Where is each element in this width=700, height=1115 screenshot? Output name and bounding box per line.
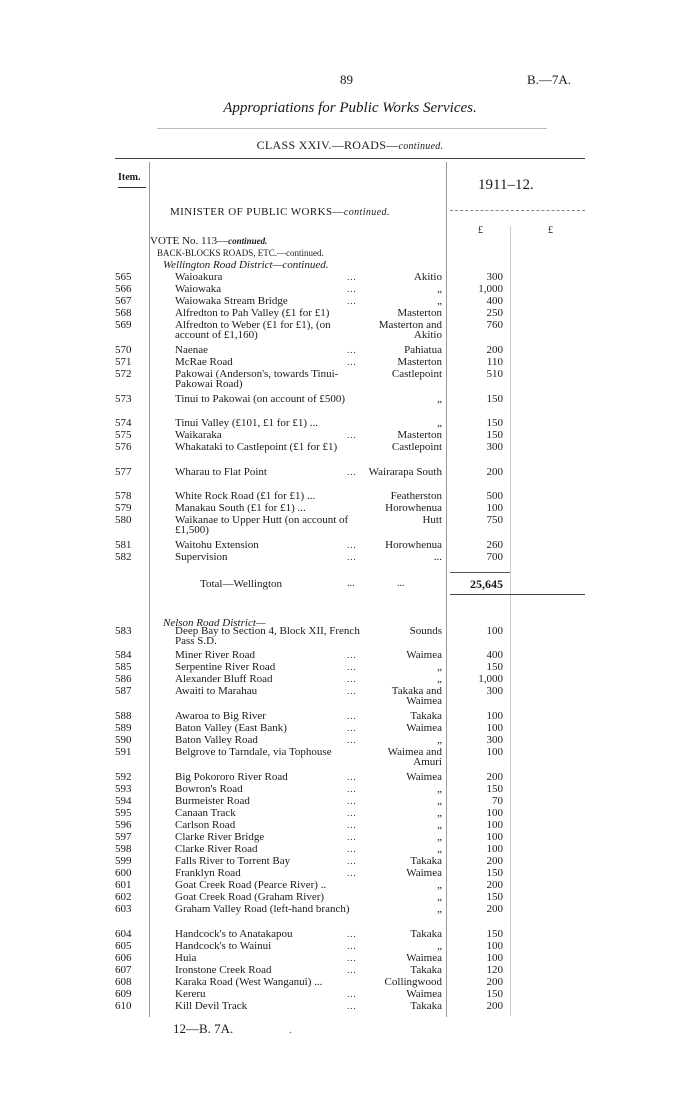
amount: 700: [486, 551, 503, 563]
district: ...: [433, 551, 442, 563]
leader-dots: ...: [347, 808, 357, 818]
amount: 100: [486, 843, 503, 855]
district: Wairarapa South: [368, 466, 442, 478]
item-number: 606: [115, 952, 132, 964]
leader-dots: ...: [347, 772, 357, 782]
amount-column-line: [446, 162, 447, 1017]
item-description: Clarke River Road: [175, 843, 258, 855]
amount: 200: [486, 466, 503, 478]
amount: 150: [486, 988, 503, 1000]
district: Waimea: [406, 722, 442, 734]
item-description: Tinui Valley (£101, £1 for £1) ...: [175, 417, 318, 429]
item-number: 592: [115, 771, 132, 783]
item-description: Waiowaka Stream Bridge: [175, 295, 288, 307]
item-number: 581: [115, 539, 132, 551]
district: Featherston: [390, 490, 442, 502]
item-description: White Rock Road (£1 for £1) ...: [175, 490, 316, 502]
document-reference: B.—7A.: [527, 72, 572, 87]
vote-heading: VOTE No. 113—continued.: [150, 235, 268, 247]
amount: 1,000: [478, 283, 503, 295]
district: Waimea: [406, 771, 442, 783]
amount: 300: [486, 685, 503, 697]
item-number: 586: [115, 673, 132, 685]
item-description: Ironstone Creek Road: [175, 964, 272, 976]
district: Takaka: [410, 1000, 442, 1012]
amount: 500: [486, 490, 503, 502]
district: Takaka: [410, 855, 442, 867]
district: „: [437, 673, 442, 685]
amount: 70: [492, 795, 503, 807]
district: „: [437, 831, 442, 843]
leader-dots: ...: [347, 711, 357, 721]
item-description: Alexander Bluff Road: [175, 673, 273, 685]
wellington-district-heading: Wellington Road District—continued.: [163, 259, 329, 271]
sub-column-line: [510, 226, 511, 1016]
district: „: [437, 283, 442, 295]
amount: 150: [486, 928, 503, 940]
item-description: Waikaraka: [175, 429, 222, 441]
item-number: 582: [115, 551, 132, 563]
district: Takaka and Waimea: [391, 685, 442, 708]
district: Masterton: [397, 356, 442, 368]
item-number: 589: [115, 722, 132, 734]
backblocks-heading: BACK-BLOCKS ROADS, ETC.—continued.: [157, 248, 324, 258]
item-description: McRae Road: [175, 356, 233, 368]
leader-dots: ...: [347, 796, 357, 806]
leader-dots: ...: [347, 345, 357, 355]
item-number: 583: [115, 625, 132, 637]
item-description: Waikanae to Upper Hutt (on account of £1,500): [175, 514, 349, 537]
leader-dots: ...: [347, 272, 357, 282]
item-number: 604: [115, 928, 132, 940]
item-number: 580: [115, 514, 132, 526]
item-number: 584: [115, 649, 132, 661]
leader-dots: ...: [347, 929, 357, 939]
leader-dots: ...: [347, 357, 357, 367]
amount: 100: [486, 807, 503, 819]
item-description: Carlson Road: [175, 819, 236, 831]
item-number: 603: [115, 903, 132, 915]
amount: 110: [486, 356, 503, 368]
item-description: Karaka Road (West Wanganui) ...: [175, 976, 323, 988]
item-number: 574: [115, 417, 132, 429]
amount: 200: [486, 1000, 503, 1012]
leader-dots: ...: [347, 1001, 357, 1011]
amount: 260: [486, 539, 503, 551]
item-number: 579: [115, 502, 132, 514]
leader-dots: ...: [347, 989, 357, 999]
item-number: 602: [115, 891, 132, 903]
item-description: Awaiti to Marahau: [175, 685, 258, 697]
item-description: Goat Creek Road (Graham River): [175, 891, 325, 903]
item-description: Clarke River Bridge: [175, 831, 265, 843]
amount: 1,000: [478, 673, 503, 685]
item-number: 610: [115, 1000, 132, 1012]
amount: 100: [486, 502, 503, 514]
leader-dots: ...: [347, 430, 357, 440]
item-number: 590: [115, 734, 132, 746]
item-description: Waiowaka: [175, 283, 222, 295]
item-number: 572: [115, 368, 132, 380]
leader-dots: ...: [347, 723, 357, 733]
district: Horowhenua: [385, 539, 442, 551]
district: Waimea: [406, 649, 442, 661]
item-description: Deep Bay to Section 4, Block XII, French Pass S.D.: [175, 625, 360, 648]
district: Waimea: [406, 988, 442, 1000]
page-number: 89: [340, 72, 353, 87]
pound-header-1: £: [478, 225, 483, 236]
item-description: Big Pokororo River Road: [175, 771, 288, 783]
amount: 100: [486, 940, 503, 952]
total-bottom-rule: [450, 594, 585, 595]
amount: 200: [486, 879, 503, 891]
item-description: Waioakura: [175, 271, 223, 283]
item-number: 587: [115, 685, 132, 697]
item-number: 598: [115, 843, 132, 855]
district: „: [437, 393, 442, 405]
item-number: 567: [115, 295, 132, 307]
item-number: 601: [115, 879, 132, 891]
leader-dots: ...: [347, 844, 357, 854]
ink-mark: .: [289, 1022, 292, 1036]
leader-dots: ...: [347, 832, 357, 842]
item-number: 565: [115, 271, 132, 283]
total-label: Total—Wellington: [200, 578, 283, 590]
district: „: [437, 940, 442, 952]
item-description: Pakowai (Anderson's, towards Tinui-Pakowai Road): [175, 368, 339, 391]
item-number: 576: [115, 441, 132, 453]
item-description: Whakataki to Castlepoint (£1 for £1): [175, 441, 338, 453]
amount: 200: [486, 976, 503, 988]
item-description: Waitohu Extension: [175, 539, 259, 551]
district: Castlepoint: [391, 441, 442, 453]
item-description: Handcock's to Wainui: [175, 940, 272, 952]
item-number: 605: [115, 940, 132, 952]
title-rule: [157, 128, 547, 129]
district: Waimea: [406, 867, 442, 879]
amount: 100: [486, 710, 503, 722]
item-number: 578: [115, 490, 132, 502]
item-column-line: [149, 162, 150, 1017]
district: „: [437, 879, 442, 891]
item-header-rule: [118, 187, 146, 188]
item-number: 569: [115, 319, 132, 331]
amount: 100: [486, 722, 503, 734]
district: „: [437, 807, 442, 819]
amount: 200: [486, 855, 503, 867]
amount: 120: [486, 964, 503, 976]
item-number: 566: [115, 283, 132, 295]
item-description: Tinui to Pakowai (on account of £500): [175, 393, 346, 405]
item-number: 597: [115, 831, 132, 843]
item-number: 568: [115, 307, 132, 319]
amount: 150: [486, 393, 503, 405]
item-number: 608: [115, 976, 132, 988]
amount: 200: [486, 344, 503, 356]
item-description: Goat Creek Road (Pearce River) ..: [175, 879, 327, 891]
district: Masterton: [397, 307, 442, 319]
item-description: Canaan Track: [175, 807, 236, 819]
district: Collingwood: [384, 976, 442, 988]
minister-heading: MINISTER OF PUBLIC WORKS—continued.: [170, 206, 390, 218]
amount: 150: [486, 891, 503, 903]
amount: 150: [486, 429, 503, 441]
item-number: 591: [115, 746, 132, 758]
item-description: Burmeister Road: [175, 795, 250, 807]
district: Waimea: [406, 952, 442, 964]
leader-dots: ...: [347, 284, 357, 294]
district: „: [437, 417, 442, 429]
item-description: Alfredton to Pah Valley (£1 for £1): [175, 307, 330, 319]
item-number: 577: [115, 466, 132, 478]
item-description: Miner River Road: [175, 649, 256, 661]
item-number: 571: [115, 356, 132, 368]
amount: 150: [486, 417, 503, 429]
item-number: 600: [115, 867, 132, 879]
item-number: 588: [115, 710, 132, 722]
district: Horowhenua: [385, 502, 442, 514]
pound-header-2: £: [548, 225, 553, 236]
item-number: 595: [115, 807, 132, 819]
district: Akitio: [413, 271, 442, 283]
item-description: Alfredton to Weber (£1 for £1), (on account of £1,160): [175, 319, 331, 342]
leader-dots: ...: [347, 965, 357, 975]
leader-dots: ...: [347, 735, 357, 745]
leader-dots: ...: [347, 296, 357, 306]
district: Takaka: [410, 710, 442, 722]
leader-dots: ...: [347, 686, 357, 696]
district: Hutt: [422, 514, 442, 526]
amount: 300: [486, 441, 503, 453]
item-description: Wharau to Flat Point: [175, 466, 267, 478]
district: Castlepoint: [391, 368, 442, 380]
item-number: 594: [115, 795, 132, 807]
amount: 200: [486, 771, 503, 783]
item-description: Handcock's to Anatakapou: [175, 928, 293, 940]
item-description: Kill Devil Track: [175, 1000, 248, 1012]
leader-dots: ...: [347, 868, 357, 878]
leader-dots: ...: [347, 540, 357, 550]
district: Masterton and Akitio: [378, 319, 442, 342]
item-number: 585: [115, 661, 132, 673]
amount: 100: [486, 952, 503, 964]
leader-dots: ...: [347, 856, 357, 866]
leader-dots: ...: [347, 820, 357, 830]
item-description: Baton Valley Road: [175, 734, 258, 746]
amount: 100: [486, 831, 503, 843]
amount: 400: [486, 649, 503, 661]
nelson-district-heading: Nelson Road District—: [163, 617, 266, 629]
item-description: Naenae: [175, 344, 208, 356]
year-header: 1911–12.: [478, 177, 534, 193]
item-number: 575: [115, 429, 132, 441]
item-column-header: Item.: [118, 172, 141, 183]
item-description: Huia: [175, 952, 197, 964]
district: „: [437, 795, 442, 807]
class-heading: CLASS XXIV.—ROADS—continued.: [256, 138, 444, 152]
amount: 510: [486, 368, 503, 380]
item-number: 573: [115, 393, 132, 405]
leader-dots: ...: [347, 953, 357, 963]
page-footer: 12—B. 7A.: [173, 1021, 234, 1036]
item-description: Baton Valley (East Bank): [175, 722, 287, 734]
page-title: Appropriations for Public Works Services.: [223, 100, 477, 116]
amount: 100: [486, 746, 503, 758]
amount: 100: [486, 819, 503, 831]
amount: 300: [486, 271, 503, 283]
district: Masterton: [397, 429, 442, 441]
amount: 750: [486, 514, 503, 526]
item-number: 593: [115, 783, 132, 795]
amount: 300: [486, 734, 503, 746]
amount: 150: [486, 661, 503, 673]
district: Takaka: [410, 964, 442, 976]
item-description: Belgrove to Tarndale, via Tophouse: [175, 746, 332, 758]
amount: 400: [486, 295, 503, 307]
item-number: 607: [115, 964, 132, 976]
district: Sounds: [409, 625, 442, 637]
item-description: Graham Valley Road (left-hand branch): [175, 903, 350, 915]
district: Pahiatua: [404, 344, 442, 356]
item-number: 596: [115, 819, 132, 831]
item-description: Falls River to Torrent Bay: [175, 855, 291, 867]
item-number: 570: [115, 344, 132, 356]
item-description: Serpentine River Road: [175, 661, 276, 673]
amount: 150: [486, 867, 503, 879]
leader-dots: ...: [347, 662, 357, 672]
district: „: [437, 295, 442, 307]
total-amount: 25,645: [470, 577, 503, 591]
item-description: Awaroa to Big River: [175, 710, 266, 722]
district: „: [437, 734, 442, 746]
amount: 760: [486, 319, 503, 331]
district: „: [437, 843, 442, 855]
district: „: [437, 891, 442, 903]
total-leader-1: ...: [347, 578, 355, 589]
item-description: Supervision: [175, 551, 228, 563]
amount: 200: [486, 903, 503, 915]
amount: 150: [486, 783, 503, 795]
district: „: [437, 819, 442, 831]
amount: 250: [486, 307, 503, 319]
leader-dots: ...: [347, 674, 357, 684]
total-top-rule: [450, 572, 510, 573]
district: „: [437, 661, 442, 673]
year-rule: [450, 210, 585, 211]
district: Waimea and Amuri: [387, 746, 442, 769]
leader-dots: ...: [347, 941, 357, 951]
item-description: Manakau South (£1 for £1) ...: [175, 502, 306, 514]
item-number: 609: [115, 988, 132, 1000]
item-number: 599: [115, 855, 132, 867]
leader-dots: ...: [347, 784, 357, 794]
item-description: Franklyn Road: [175, 867, 241, 879]
leader-dots: ...: [347, 467, 357, 477]
table-top-rule: [115, 158, 585, 159]
total-leader-2: ...: [397, 578, 405, 589]
leader-dots: ...: [347, 650, 357, 660]
district: Takaka: [410, 928, 442, 940]
leader-dots: ...: [347, 552, 357, 562]
district: „: [437, 903, 442, 915]
item-description: Kereru: [175, 988, 206, 1000]
item-description: Bowron's Road: [175, 783, 243, 795]
amount: 100: [486, 625, 503, 637]
district: „: [437, 783, 442, 795]
